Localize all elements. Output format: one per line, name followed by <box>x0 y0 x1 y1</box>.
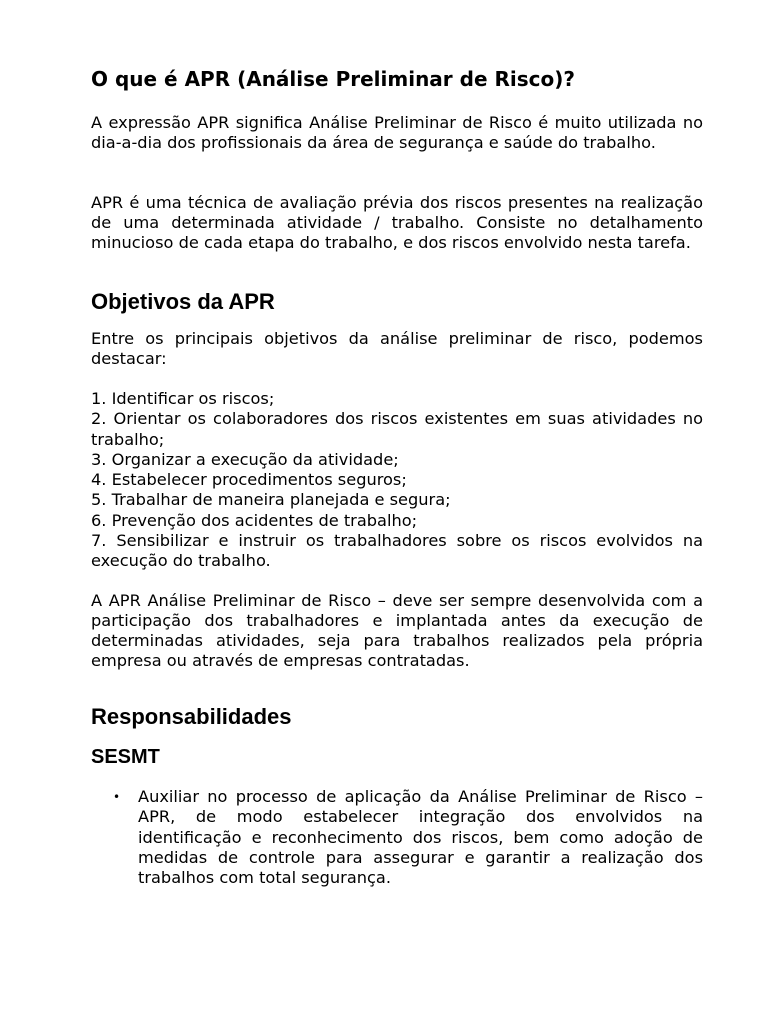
intro-paragraph-2: APR é uma técnica de avaliação prévia dos riscos presentes na realização de uma determinada atividade / trabalho. Consiste no detalhamento minucioso de cada etapa do trabalho, e dos riscos envolvido nesta tarefa. <box>91 193 703 252</box>
objectives-lead-paragraph: Entre os principais objetivos da análise preliminar de risco, podemos destacar: <box>91 329 703 368</box>
bullet-icon: • <box>113 790 121 804</box>
objectives-list <box>91 389 703 572</box>
list-item: 7. Sensibilizar e instruir os trabalhadores sobre os riscos evolvidos na execução do trabalho. <box>91 531 703 571</box>
intro-paragraph-1: A expressão APR significa Análise Preliminar de Risco é muito utilizada no dia-a-dia dos profissionais da área de segurança e saúde do trabalho. <box>91 113 703 152</box>
sesmt-heading: SESMT <box>91 746 160 768</box>
sesmt-bullet-list <box>91 787 703 888</box>
objectives-heading: Objetivos da APR <box>91 289 275 314</box>
list-item: 3. Organizar a execução da atividade; <box>91 449 399 469</box>
list-item: 4. Estabelecer procedimentos seguros; <box>91 470 407 490</box>
list-item <box>91 787 703 888</box>
list-item: 1. Identificar os riscos; <box>91 389 275 408</box>
objectives-closing-paragraph: A APR Análise Preliminar de Risco – deve ser sempre desenvolvida com a participação dos trabalhadores e implantada antes da execução de determinadas atividades, seja para trabalhos realizados pela própria empresa ou através de empresas contratadas. <box>91 591 703 670</box>
document-title: O que é APR (Análise Preliminar de Risco)? <box>91 67 575 91</box>
bullet-text: Auxiliar no processo de aplicação da Análise Preliminar de Risco – APR, de modo estabelecer integração dos envolvidos na identificação e reconhecimento dos riscos, bem como adoção de medidas de controle para assegurar e garantir a realização dos trabalhos com total segurança. <box>138 787 703 888</box>
list-item: 2. Orientar os colaboradores dos riscos existentes em suas atividades no trabalho; <box>91 409 703 449</box>
list-item: 5. Trabalhar de maneira planejada e segura; <box>91 490 451 510</box>
responsibilities-heading: Responsabilidades <box>91 704 292 729</box>
list-item: 6. Prevenção dos acidentes de trabalho; <box>91 510 418 530</box>
